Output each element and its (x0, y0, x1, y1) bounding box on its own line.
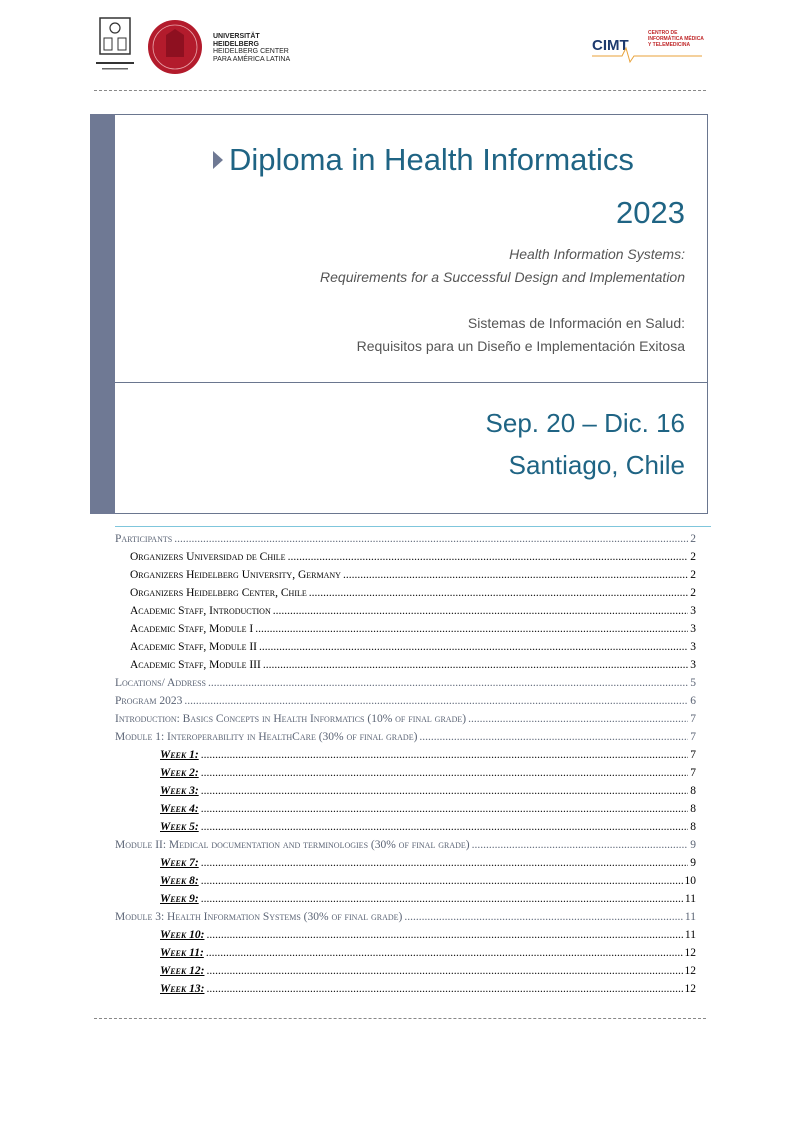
toc-leader (201, 764, 689, 782)
toc-entry-label: Program 2023 (115, 695, 183, 707)
toc-leader (201, 746, 689, 764)
cimt-subtitle (648, 30, 704, 48)
toc-leader (468, 710, 688, 728)
faculty-of-medicine-logo (94, 16, 136, 76)
toc-entry-page: 3 (690, 659, 696, 671)
cover-location: Santiago, Chile (508, 450, 685, 480)
toc-entry-label: Week 3: (160, 785, 199, 797)
toc-leader (184, 692, 688, 710)
toc-entry[interactable] (115, 836, 696, 854)
toc-entry-label: Week 8: (160, 875, 199, 887)
toc-entry-page: 11 (684, 911, 696, 923)
toc-entry-page: 8 (690, 821, 696, 833)
toc-entry[interactable] (115, 926, 696, 944)
toc-entry-page: 12 (684, 983, 696, 995)
toc-entry-page: 3 (690, 641, 696, 653)
toc-entry-page: 12 (684, 965, 696, 977)
toc-entry[interactable] (115, 890, 696, 908)
toc-leader (206, 962, 682, 980)
toc-entry-label: Module II: Medical documentation and terminologies (30% of final grade) (115, 839, 470, 851)
toc-entry-page: 2 (690, 569, 696, 581)
toc-entry-label: Week 5: (160, 821, 199, 833)
toc-entry[interactable] (115, 602, 696, 620)
toc-entry[interactable] (115, 530, 696, 548)
toc-entry[interactable] (115, 674, 696, 692)
toc-entry-label: Organizers Heidelberg Center, Chile (130, 587, 307, 599)
toc-entry[interactable] (115, 818, 696, 836)
toc-leader (201, 782, 689, 800)
cimt-line-1: CENTRO DE (648, 30, 678, 36)
toc-entry-label: Week 1: (160, 749, 199, 761)
toc-entry[interactable] (115, 620, 696, 638)
cover-divider (115, 382, 708, 383)
toc-entry[interactable] (115, 908, 696, 926)
toc-entry-page: 7 (690, 749, 696, 761)
subtitle-en-1: Health Information Systems: (509, 246, 685, 262)
toc-entry-page: 5 (690, 677, 696, 689)
toc-entry-label: Academic Staff, Module II (130, 641, 258, 653)
toc-leader (404, 908, 683, 926)
toc-leader (206, 980, 682, 998)
uni-line-4: PARA AMÉRICA LATINA (213, 55, 291, 63)
toc-entry-page: 10 (684, 875, 696, 887)
toc-entry-page: 6 (690, 695, 696, 707)
toc-leader (201, 800, 689, 818)
toc-leader (472, 836, 689, 854)
toc-entry-label: Participants (115, 533, 173, 545)
toc-entry-label: Week 4: (160, 803, 199, 815)
toc-leader (263, 656, 688, 674)
toc-leader (201, 872, 683, 890)
arrow-icon (213, 151, 223, 169)
toc-leader (208, 674, 688, 692)
toc-entry[interactable] (115, 638, 696, 656)
subtitle-es-1: Sistemas de Información en Salud: (467, 315, 685, 331)
toc-entry-label: Organizers Heidelberg University, Germany (130, 569, 341, 581)
toc-leader (201, 890, 683, 908)
toc-entry[interactable] (115, 800, 696, 818)
toc-entry[interactable] (115, 872, 696, 890)
toc-entry-page: 7 (690, 731, 696, 743)
toc-entry[interactable] (115, 584, 696, 602)
toc-entry-label: Academic Staff, Module I (130, 623, 254, 635)
toc-entry-label: Week 13: (160, 983, 205, 995)
toc-leader (288, 548, 689, 566)
toc-entry[interactable] (115, 656, 696, 674)
toc-top-rule (115, 526, 711, 527)
toc-entry[interactable] (115, 566, 696, 584)
toc-entry-page: 8 (690, 803, 696, 815)
cimt-line-2: INFORMÁTICA MÉDICA (648, 36, 704, 42)
toc-entry[interactable] (115, 980, 696, 998)
toc-entry-page: 2 (690, 587, 696, 599)
toc-leader (273, 602, 689, 620)
toc-leader (201, 818, 689, 836)
toc-entry-page: 7 (690, 713, 696, 725)
cover-year: 2023 (616, 195, 685, 230)
toc-entry-page: 11 (684, 929, 696, 941)
toc-entry-label: Week 7: (160, 857, 199, 869)
toc-entry[interactable] (115, 854, 696, 872)
toc-entry-label: Week 11: (160, 947, 204, 959)
toc-entry[interactable] (115, 764, 696, 782)
toc-leader (259, 638, 688, 656)
university-heidelberg-text (213, 33, 290, 63)
toc-leader (206, 926, 682, 944)
uni-line-2: HEIDELBERG (213, 40, 259, 48)
toc-entry[interactable] (115, 746, 696, 764)
toc-entry-page: 2 (690, 551, 696, 563)
toc-entry-page: 7 (690, 767, 696, 779)
toc-entry-label: Academic Staff, Module III (130, 659, 261, 671)
toc-entry-page: 11 (684, 893, 696, 905)
toc-leader (343, 566, 688, 584)
toc-entry-page: 9 (690, 839, 696, 851)
toc-entry-label: Locations/ Address (115, 677, 206, 689)
cimt-line-3: Y TELEMEDICINA (648, 42, 691, 48)
toc-entry-label: Introduction: Basics Concepts in Health Informatics (10% of final grade) (115, 713, 467, 725)
toc-entry[interactable] (115, 962, 696, 980)
toc-entry[interactable] (115, 710, 696, 728)
table-of-contents (115, 530, 696, 998)
toc-entry-page: 9 (690, 857, 696, 869)
toc-leader (201, 854, 689, 872)
subtitle-en-2: Requirements for a Successful Design and Implementation (320, 269, 685, 285)
toc-leader (206, 944, 683, 962)
toc-entry-page: 3 (690, 605, 696, 617)
cimt-wordmark: CIMT (592, 37, 629, 54)
heidelberg-seal-logo (147, 19, 203, 75)
toc-entry[interactable] (115, 782, 696, 800)
toc-entry[interactable] (115, 692, 696, 710)
footer-divider (94, 1018, 706, 1019)
toc-entry-label: Week 2: (160, 767, 199, 779)
toc-leader (255, 620, 688, 638)
toc-entry-label: Organizers Universidad de Chile (130, 551, 286, 563)
uni-line-1: UNIVERSITÄT (213, 33, 260, 40)
toc-entry-label: Academic Staff, Introduction (130, 605, 271, 617)
toc-entry-label: Module 1: Interoperability in HealthCare (30% of final grade) (115, 731, 418, 743)
cover-dates: Sep. 20 – Dic. 16 (485, 408, 685, 438)
toc-entry-page: 8 (690, 785, 696, 797)
toc-entry[interactable] (115, 944, 696, 962)
toc-entry-label: Week 9: (160, 893, 199, 905)
toc-entry-label: Module 3: Health Information Systems (30% of final grade) (115, 911, 403, 923)
toc-entry-page: 12 (684, 947, 696, 959)
toc-entry-page: 3 (690, 623, 696, 635)
cover-title: Diploma in Health Informatics (229, 142, 634, 177)
header-divider (94, 90, 706, 91)
toc-leader (419, 728, 688, 746)
subtitle-es-2: Requisitos para un Diseño e Implementación Exitosa (356, 338, 685, 354)
toc-leader (309, 584, 688, 602)
cover-side-bar (90, 114, 115, 514)
toc-entry[interactable] (115, 728, 696, 746)
toc-leader (174, 530, 688, 548)
toc-entry-label: Week 10: (160, 929, 205, 941)
toc-entry-label: Week 12: (160, 965, 205, 977)
uni-line-3: HEIDELBERG CENTER (213, 48, 289, 55)
toc-entry[interactable] (115, 548, 696, 566)
toc-entry-page: 2 (690, 533, 696, 545)
